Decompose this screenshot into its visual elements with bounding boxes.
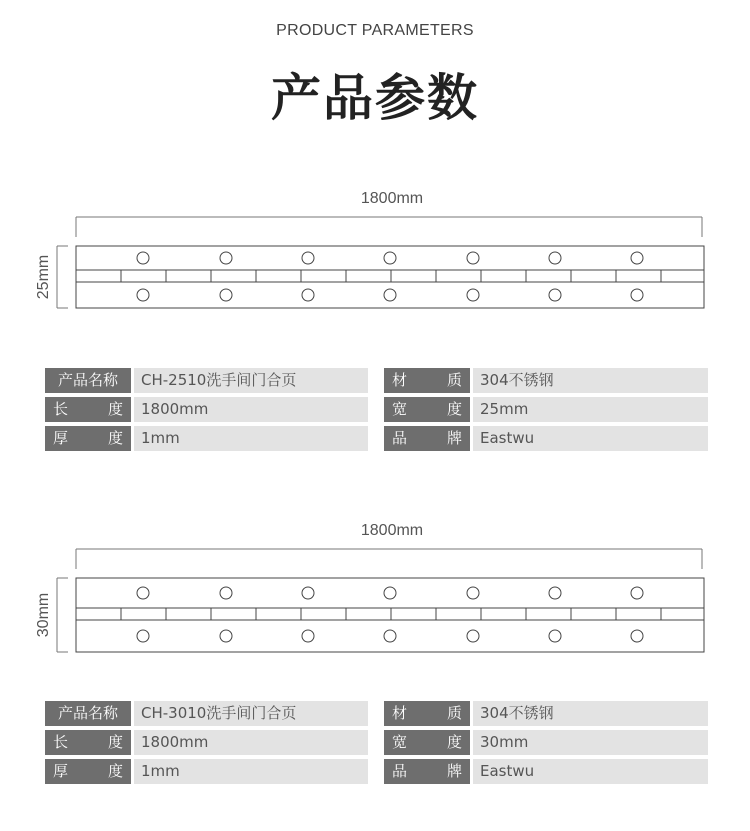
spec-label-name: 产品名称 bbox=[45, 701, 131, 726]
spec-row-name-material bbox=[45, 368, 708, 393]
spec-label-length: 长 度 bbox=[45, 397, 131, 422]
screw-hole-upper bbox=[220, 252, 232, 264]
screw-hole-lower bbox=[631, 630, 643, 642]
screw-hole-upper bbox=[549, 252, 561, 264]
section-title: 产品参数 bbox=[271, 69, 479, 127]
screw-hole-lower bbox=[467, 289, 479, 301]
spec-value-name: CH-2510洗手间门合页 bbox=[134, 368, 368, 393]
hinge-body bbox=[76, 246, 704, 308]
length-dimension-label: 1800mm bbox=[360, 522, 424, 539]
spec-label-width: 宽 度 bbox=[384, 397, 470, 422]
screw-hole-upper bbox=[137, 252, 149, 264]
spec-label-brand: 品 牌 bbox=[384, 759, 470, 784]
spec-row-thickness-brand bbox=[45, 759, 708, 784]
screw-hole-upper bbox=[384, 587, 396, 599]
length-dimension-bracket bbox=[76, 217, 702, 237]
spec-value-length: 1800mm bbox=[134, 397, 368, 422]
width-dimension-label: 25mm bbox=[35, 254, 52, 300]
spec-value-material: 304不锈钢 bbox=[473, 701, 708, 726]
screw-hole-upper bbox=[302, 252, 314, 264]
spec-row-thickness-brand bbox=[45, 426, 708, 451]
screw-hole-lower bbox=[137, 289, 149, 301]
screw-hole-upper bbox=[549, 587, 561, 599]
width-dimension-bracket bbox=[57, 246, 68, 308]
spec-label-thickness: 厚 度 bbox=[45, 426, 131, 451]
hinge-diagram-1 bbox=[0, 180, 750, 320]
screw-hole-lower bbox=[549, 289, 561, 301]
spec-value-brand: Eastwu bbox=[473, 426, 708, 451]
spec-value-thickness: 1mm bbox=[134, 759, 368, 784]
spec-label-material: 材 质 bbox=[384, 368, 470, 393]
screw-hole-upper bbox=[631, 252, 643, 264]
length-dimension-label: 1800mm bbox=[360, 190, 424, 207]
section-subtitle: PRODUCT PARAMETERS bbox=[276, 22, 474, 39]
spec-label-name: 产品名称 bbox=[45, 368, 131, 393]
spec-value-thickness: 1mm bbox=[134, 426, 368, 451]
screw-hole-upper bbox=[467, 587, 479, 599]
screw-hole-lower bbox=[302, 289, 314, 301]
spec-label-brand: 品 牌 bbox=[384, 426, 470, 451]
screw-hole-lower bbox=[549, 630, 561, 642]
screw-hole-lower bbox=[302, 630, 314, 642]
screw-hole-upper bbox=[220, 587, 232, 599]
width-dimension-bracket bbox=[57, 578, 68, 652]
screw-hole-upper bbox=[137, 587, 149, 599]
spec-label-length: 长 度 bbox=[45, 730, 131, 755]
spec-row-length-width bbox=[45, 397, 708, 422]
spec-value-brand: Eastwu bbox=[473, 759, 708, 784]
screw-hole-lower bbox=[631, 289, 643, 301]
screw-hole-lower bbox=[137, 630, 149, 642]
spec-row-name-material bbox=[45, 701, 708, 726]
screw-hole-lower bbox=[467, 630, 479, 642]
spec-label-width: 宽 度 bbox=[384, 730, 470, 755]
screw-hole-lower bbox=[384, 630, 396, 642]
spec-row-length-width bbox=[45, 730, 708, 755]
spec-value-length: 1800mm bbox=[134, 730, 368, 755]
spec-label-thickness: 厚 度 bbox=[45, 759, 131, 784]
screw-hole-lower bbox=[220, 630, 232, 642]
spec-value-width: 25mm bbox=[473, 397, 708, 422]
screw-hole-upper bbox=[384, 252, 396, 264]
spec-value-width: 30mm bbox=[473, 730, 708, 755]
screw-hole-lower bbox=[220, 289, 232, 301]
hinge-body bbox=[76, 578, 704, 652]
screw-hole-upper bbox=[302, 587, 314, 599]
screw-hole-upper bbox=[631, 587, 643, 599]
length-dimension-bracket bbox=[76, 549, 702, 569]
width-dimension-label: 30mm bbox=[35, 592, 52, 638]
spec-label-material: 材 质 bbox=[384, 701, 470, 726]
hinge-diagram-2 bbox=[0, 512, 750, 662]
screw-hole-upper bbox=[467, 252, 479, 264]
screw-hole-lower bbox=[384, 289, 396, 301]
spec-value-material: 304不锈钢 bbox=[473, 368, 708, 393]
spec-value-name: CH-3010洗手间门合页 bbox=[134, 701, 368, 726]
